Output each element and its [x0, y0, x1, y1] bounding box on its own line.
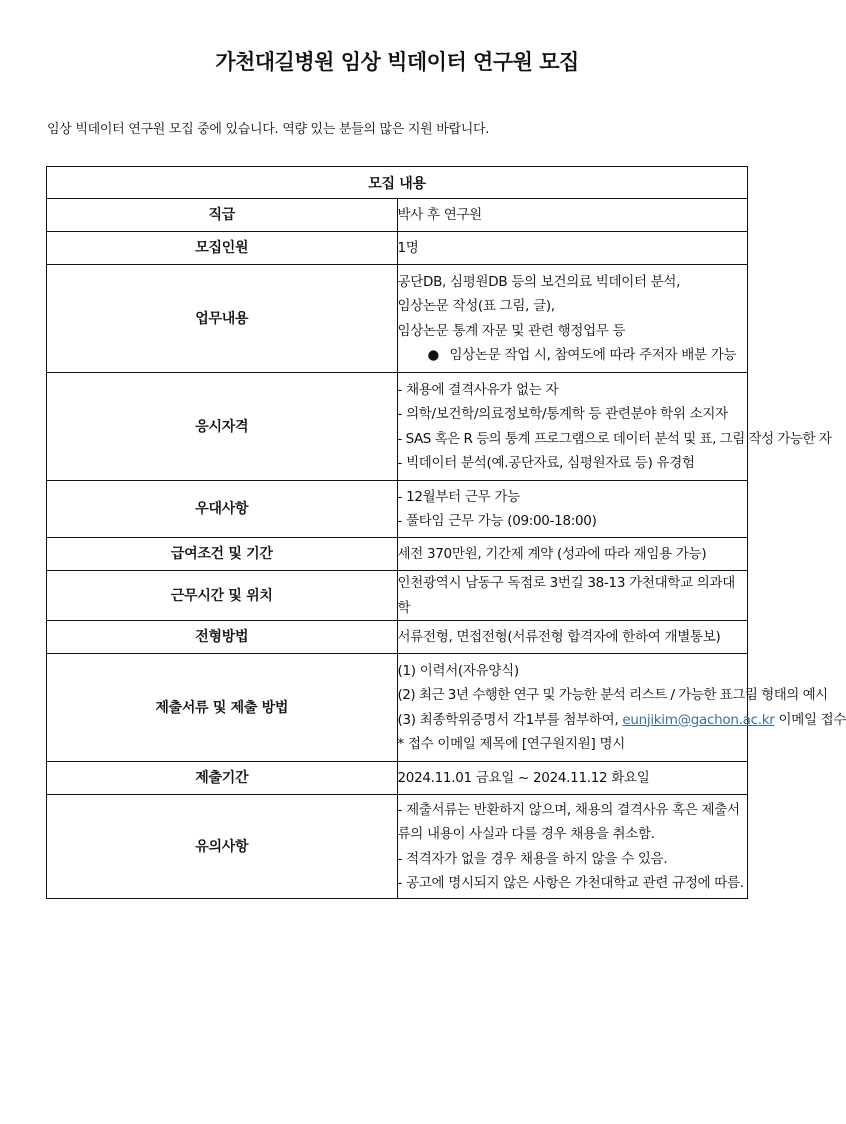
documents-label: 제출서류 및 제출 방법 [47, 654, 398, 762]
notes-value [397, 795, 748, 899]
duties-label: 업무내용 [47, 265, 398, 373]
preferences-label: 우대사항 [47, 481, 398, 538]
documents-line: (1) 이력서(자유양식) [397, 662, 519, 679]
notes-line: - 공고에 명시되지 않은 사항은 가천대학교 관련 규정에 따름. [397, 875, 744, 891]
period-value: 2024.11.01 금요일 ~ 2024.11.12 화요일 [397, 762, 748, 795]
recruitment-table [46, 166, 846, 899]
duties-bullet-text: 임상논문 작업 시, 참여도에 따라 주저자 배분 가능 [449, 347, 737, 363]
duties-line: 임상논문 통계 자문 및 관련 행정업무 등 [397, 322, 626, 339]
preferences-value [397, 481, 748, 538]
preference-line: - 풀타임 근무 가능 (09:00-18:00) [397, 513, 597, 529]
documents-line-suffix: 이메일 접수 [774, 711, 846, 728]
table-row [47, 232, 748, 265]
location-label: 근무시간 및 위치 [47, 571, 398, 621]
qualification-line: - 의학/보건학/의료정보학/통계학 등 관련분야 학위 소지자 [397, 406, 728, 422]
duties-line: 공단DB, 심평원DB 등의 보건의료 빅데이터 분석, [397, 273, 681, 290]
documents-line: (2) 최근 3년 수행한 연구 및 가능한 분석 리스트 / 가능한 표그림 형태의 예시 [397, 687, 828, 703]
qualification-line: - 채용에 결격사유가 없는 자 [397, 381, 559, 398]
notes-line: - 적격자가 없을 경우 채용을 하지 않을 수 있음. [397, 850, 668, 867]
table-row [47, 373, 748, 481]
position-label: 직급 [47, 199, 398, 232]
table-row [47, 265, 748, 373]
preference-line: - 12월부터 근무 가능 [397, 488, 520, 505]
duties-bullet-item [398, 343, 748, 368]
duties-value [397, 265, 748, 373]
qualifications-label: 응시자격 [47, 373, 398, 481]
table-row [47, 654, 748, 762]
period-label: 제출기간 [47, 762, 398, 795]
email-link[interactable]: eunjikim@gachon.ac.kr [622, 711, 775, 728]
salary-label: 급여조건 및 기간 [47, 538, 398, 571]
location-value: 인천광역시 남동구 독점로 3번길 38-13 가천대학교 의과대학 [397, 571, 748, 621]
table-row [47, 571, 748, 621]
selection-value: 서류전형, 면접전형(서류전형 합격자에 한하여 개별통보) [397, 621, 748, 654]
documents-line [397, 708, 846, 733]
position-value: 박사 후 연구원 [397, 199, 748, 232]
notes-label: 유의사항 [47, 795, 398, 899]
table-row [47, 795, 748, 899]
bullet-icon: ● [427, 347, 439, 363]
notes-line: - 제출서류는 반환하지 않으며, 채용의 결격사유 혹은 제출서류의 내용이 사실과 다를 경우 채용을 취소함. [397, 801, 740, 842]
headcount-label: 모집인원 [47, 232, 398, 265]
table-row [47, 621, 748, 654]
salary-value: 세전 370만원, 기간제 계약 (성과에 따라 재임용 가능) [397, 538, 748, 571]
duties-line: 임상논문 작성(표 그림, 글), [397, 298, 555, 314]
qualification-line: - SAS 혹은 R 등의 통계 프로그램으로 데이터 분석 및 표, 그림 작성 가능한 자 [397, 430, 832, 447]
table-row [47, 481, 748, 538]
table-header: 모집 내용 [47, 167, 748, 199]
qualifications-value [397, 373, 832, 481]
table-header-row [47, 167, 748, 199]
table-row [47, 199, 748, 232]
page-title: 가천대길병원 임상 빅데이터 연구원 모집 [215, 50, 579, 74]
documents-value [397, 654, 846, 762]
qualification-line: - 빅데이터 분석(예.공단자료, 심평원자료 등) 유경험 [397, 455, 695, 471]
headcount-value: 1명 [397, 232, 748, 265]
documents-line-prefix: (3) 최종학위증명서 각1부를 첨부하여, [397, 711, 623, 728]
documents-line: * 접수 이메일 제목에 [연구원지원] 명시 [397, 736, 625, 752]
table-row [47, 538, 748, 571]
selection-label: 전형방법 [47, 621, 398, 654]
intro-text: 임상 빅데이터 연구원 모집 중에 있습니다. 역량 있는 분들의 많은 지원 바랍니다. [47, 122, 490, 137]
table-row [47, 762, 748, 795]
